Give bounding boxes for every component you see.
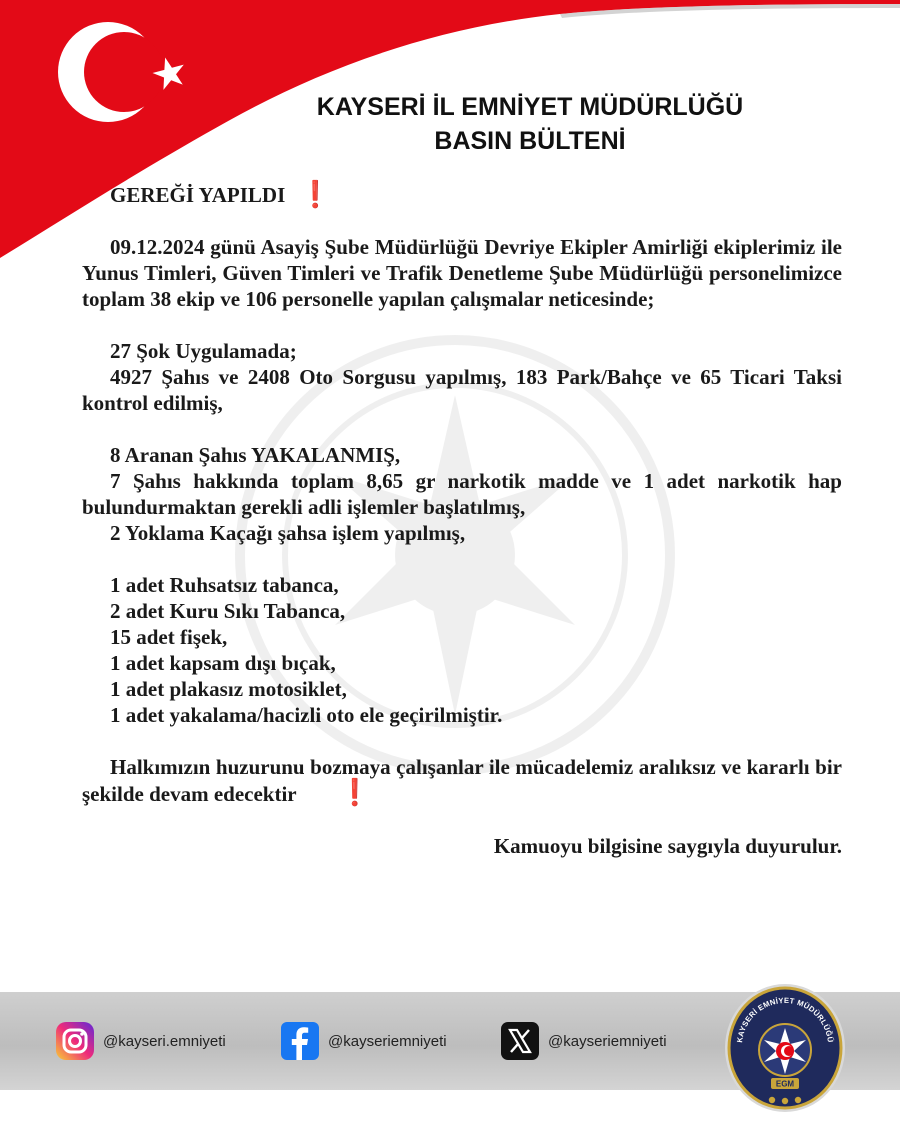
- badge-text: KAYSERİ EMNİYET MÜDÜRLÜĞÜ: [735, 995, 835, 1044]
- section2-line2: 7 Şahıs hakkında toplam 8,65 gr narkotik madde ve 1 adet narkotik hap bulundurmaktan gerekli adli işlemler başlatılmış,: [82, 469, 842, 519]
- closing-text: Halkımızın huzurunu bozmaya çalışanlar ile mücadelemiz aralıksız ve kararlı bir şekilde devam edecektir: [82, 755, 842, 806]
- instagram-handle: @kayseri.emniyeti: [103, 1032, 226, 1050]
- red-exclamation-icon: ❗: [299, 180, 332, 210]
- police-badge-icon: [722, 982, 848, 1117]
- section2-line1: 8 Aranan Şahıs YAKALANMIŞ,: [110, 443, 401, 467]
- facebook-handle: @kayseriemniyeti: [328, 1032, 447, 1050]
- closing-paragraph: [82, 754, 842, 807]
- heading-text: GEREĞİ YAPILDI: [110, 183, 286, 207]
- section2-line3: 2 Yoklama Kaçağı şahsa işlem yapılmış,: [110, 521, 466, 545]
- x-icon: [500, 1021, 540, 1061]
- section1-line1: 27 Şok Uygulamada;: [110, 339, 297, 363]
- page-title: [220, 90, 840, 158]
- x-handle: @kayseriemniyeti: [548, 1032, 667, 1050]
- instagram-link[interactable]: [55, 1020, 226, 1062]
- facebook-link[interactable]: [280, 1020, 447, 1062]
- red-exclamation-icon: ❗: [338, 778, 371, 808]
- intro-paragraph: 09.12.2024 günü Asayiş Şube Müdürlüğü Devriye Ekipler Amirliği ekiplerimiz ile Yunus Timleri, Güven Timleri ve Trafik Denetleme Şube Müdürlüğü personelimizce toplam 38 ekip ve 106 personelle yapılan çalışmalar neticesinde;: [82, 235, 842, 311]
- title-line-1: KAYSERİ İL EMNİYET MÜDÜRLÜĞÜ: [316, 93, 744, 121]
- facebook-icon: [280, 1021, 320, 1061]
- seized-item: 1 adet plakasız motosiklet,: [110, 677, 347, 701]
- section1-line2: 4927 Şahıs ve 2408 Oto Sorgusu yapılmış, 183 Park/Bahçe ve 65 Ticari Taksi kontrol edilmiş,: [82, 365, 842, 415]
- instagram-icon: [55, 1021, 95, 1061]
- seized-item: 1 adet kapsam dışı bıçak,: [110, 651, 336, 675]
- seized-item: 15 adet fişek,: [110, 625, 228, 649]
- seized-item: 1 adet yakalama/hacizli oto ele geçirilmiştir.: [110, 703, 503, 727]
- seized-item: 2 adet Kuru Sıkı Tabanca,: [110, 599, 346, 623]
- x-link[interactable]: [500, 1020, 667, 1062]
- signoff: Kamuoyu bilgisine saygıyla duyurulur.: [493, 834, 842, 858]
- bulletin-heading: [82, 182, 842, 208]
- seized-item: 1 adet Ruhsatsız tabanca,: [110, 573, 339, 597]
- badge-sub-text: EGM: [775, 1079, 795, 1089]
- bulletin-body: [82, 182, 842, 859]
- title-line-2: BASIN BÜLTENİ: [434, 127, 626, 155]
